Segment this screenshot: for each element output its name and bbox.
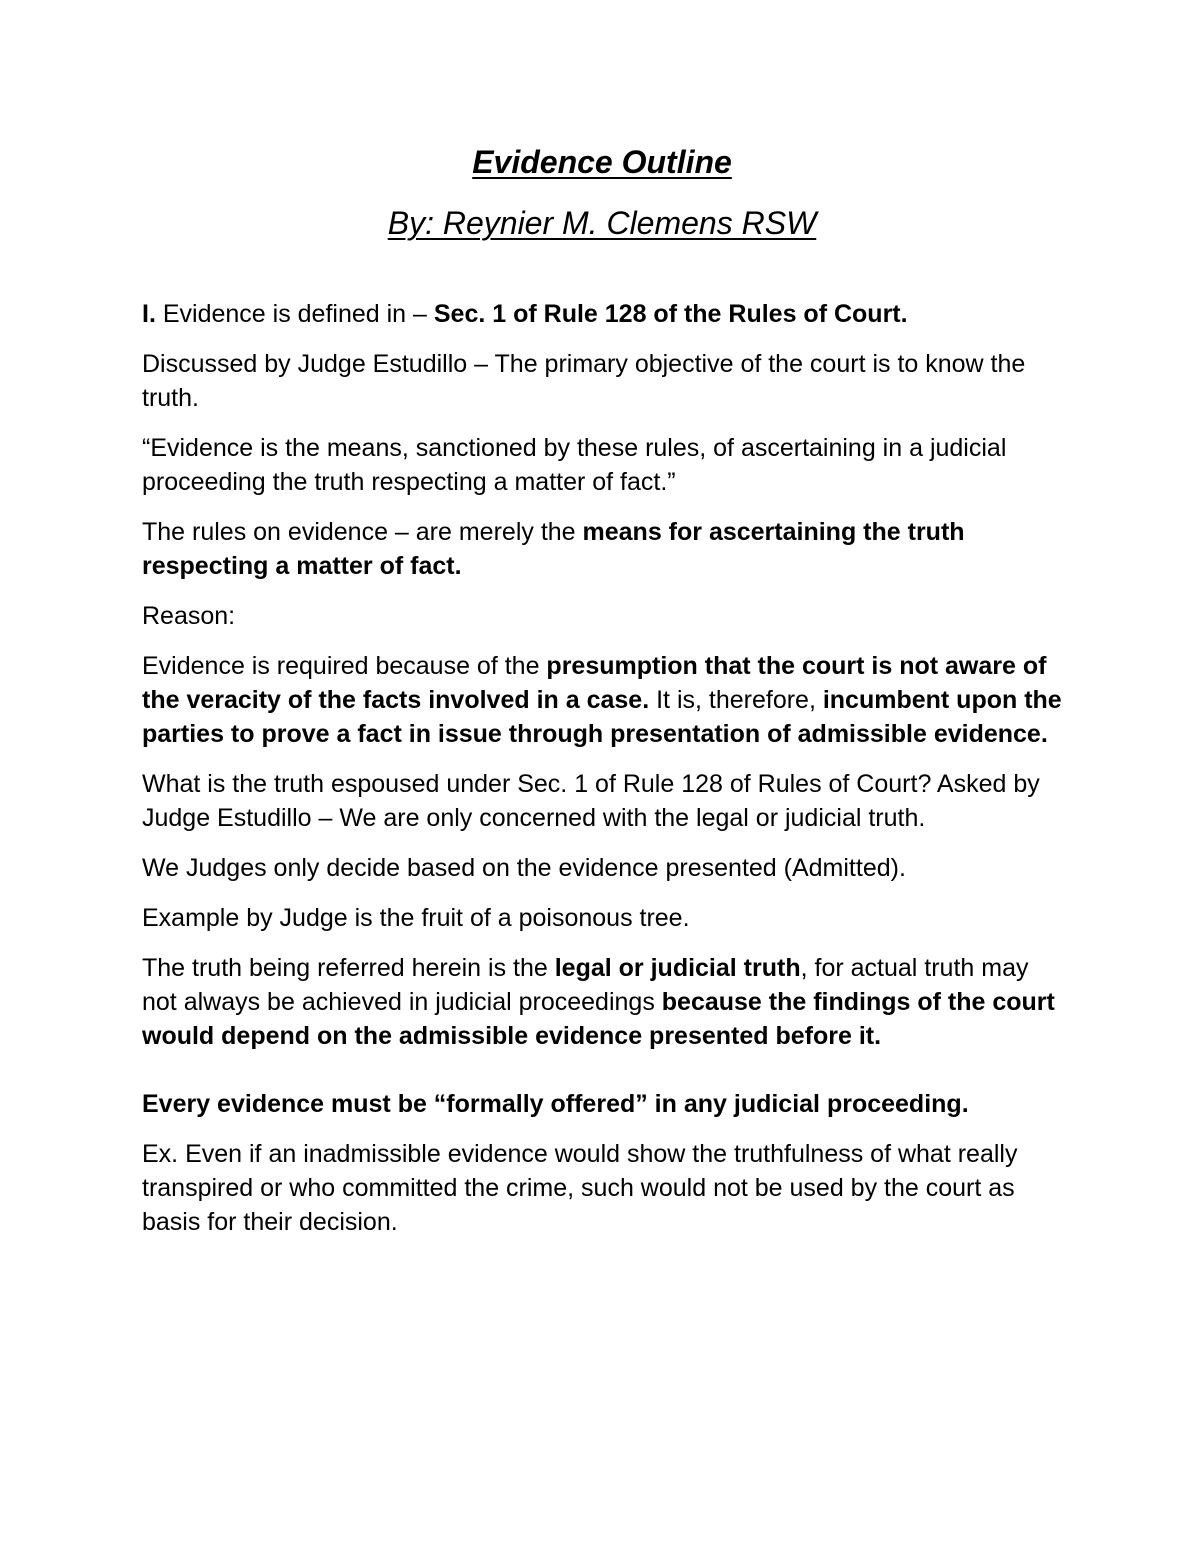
bold-text-run: presumption that the court is not aware of the veracity of the facts involved in a case. [142, 652, 1047, 714]
paragraph [142, 767, 1062, 835]
bold-text-run: incumbent upon the parties to prove a fact in issue through presentation of admissible evidence. [142, 686, 1062, 748]
text-run: What is the truth espoused under Sec. 1 of Rule 128 of Rules of Court? Asked by Judge Estudillo – We are only concerned with the legal or judicial truth. [142, 770, 1040, 832]
paragraph [142, 1137, 1062, 1239]
bold-text-run: Every evidence must be “formally offered” in any judicial proceeding. [142, 1090, 969, 1118]
paragraph [142, 515, 1062, 583]
text-run: It is, therefore, [649, 686, 823, 714]
paragraph [142, 851, 1062, 885]
bold-text-run: means for ascertaining the truth respecting a matter of fact. [142, 518, 965, 580]
paragraph [142, 649, 1062, 751]
document-author: By: Reynier M. Clemens RSW [387, 205, 817, 241]
paragraph [142, 1087, 1062, 1121]
text-run: Evidence is defined in – [155, 300, 434, 328]
text-run: Ex. Even if an inadmissible evidence would show the truthfulness of what really transpired or who committed the crime, such would not be used by the court as basis for their decision. [142, 1140, 1018, 1236]
paragraph [142, 347, 1062, 415]
text-run: “Evidence is the means, sanctioned by these rules, of ascertaining in a judicial proceeding the truth respecting a matter of fact.” [142, 434, 1007, 496]
text-run: We Judges only decide based on the evidence presented (Admitted). [142, 854, 906, 882]
text-run: The truth being referred herein is the [142, 954, 555, 982]
paragraph [142, 297, 1062, 331]
paragraph [142, 599, 1062, 633]
text-run: , for actual truth may not always be achieved in judicial proceedings [142, 954, 1029, 1016]
paragraph [142, 951, 1062, 1053]
text-run: Evidence is required because of the [142, 652, 547, 680]
text-run: Discussed by Judge Estudillo – The primary objective of the court is to know the truth. [142, 350, 1026, 412]
text-run: Reason: [142, 602, 236, 630]
bold-text-run: legal or judicial truth [554, 954, 801, 982]
text-run: The rules on evidence – are merely the [142, 518, 583, 546]
document-page [142, 140, 1062, 1255]
bold-text-run: because the findings of the court would depend on the admissible evidence presented before it. [142, 988, 1055, 1050]
bold-text-run: I. [142, 300, 156, 328]
paragraph [142, 431, 1062, 499]
paragraph [142, 901, 1062, 935]
text-run: Example by Judge is the fruit of a poisonous tree. [142, 904, 690, 932]
document-title: Evidence Outline [472, 144, 732, 180]
document-body [142, 297, 1062, 1239]
bold-text-run: Sec. 1 of Rule 128 of the Rules of Court. [433, 300, 908, 328]
